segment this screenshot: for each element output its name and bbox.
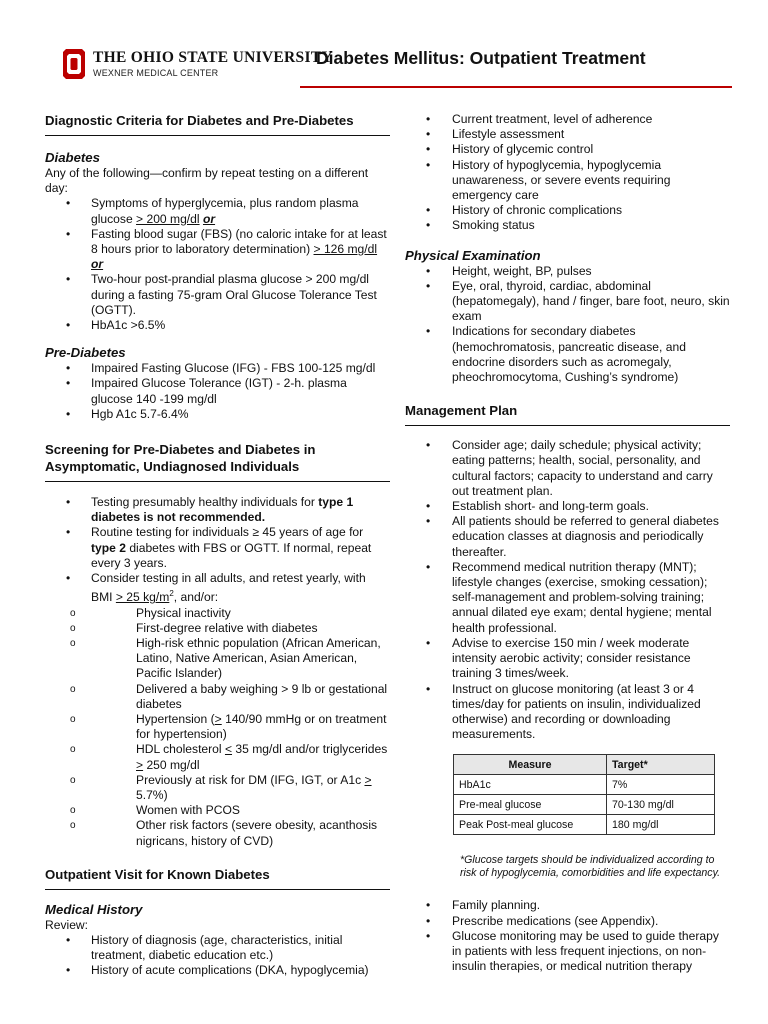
list-item: • Hgb A1c 5.7-6.4% <box>45 407 390 422</box>
list-item: • Height, weight, BP, pulses <box>405 264 730 279</box>
list-item: • Establish short- and long-term goals. <box>405 499 730 514</box>
diabetes-intro: Any of the following—confirm by repeat testing on a different day: <box>45 166 369 196</box>
osu-block-o-logo <box>62 48 86 80</box>
table-row <box>454 775 715 795</box>
list-item: • Eye, oral, thyroid, cardiac, abdominal (hepatomegaly), hand / finger, bare foot, neuro, skin exam <box>405 279 730 325</box>
table-cell: 7% <box>607 775 715 795</box>
list-item: • Fasting blood sugar (FBS) (no caloric intake for at least 8 hours prior to laboratory determination) > 126 mg/dl or <box>45 227 390 273</box>
pre-diabetes-list <box>45 361 390 422</box>
medical-history-subheading: Medical History <box>45 901 143 917</box>
table-row <box>454 795 715 815</box>
table-row <box>454 815 715 835</box>
physical-exam-list <box>405 264 730 386</box>
section-divider <box>405 425 730 426</box>
list-item: • Routine testing for individuals ≥ 45 years of age for type 2 diabetes with FBS or OGTT. If normal, repeat every 3 years. <box>45 525 390 571</box>
risk-factor-item: o First-degree relative with diabetes <box>45 621 390 636</box>
list-item: • Glucose monitoring may be used to guide therapy in patients with less frequent injections, on non-insulin therapies, or medical nutrition therapy <box>405 929 730 975</box>
risk-factor-item: o Other risk factors (severe obesity, acanthosis nigricans, history of CVD) <box>45 818 390 848</box>
list-item: • HbA1c >6.5% <box>45 318 390 333</box>
list-item: • History of hypoglycemia, hypoglycemia unawareness, or severe events requiring emergency care <box>405 158 730 204</box>
list-item: • Consider testing in all adults, and retest yearly, with BMI > 25 $kg/m^2$, and/or: o Physical inactivity o First-degree relative with diabetes o High-risk ethnic population (African American, Latino, Native American, Asian American, Pacific Islander) o Delivered a baby weighing > 9 lb or gestational diabetes o Hypertension (> 140/90 mmHg or on treatment for hypertension) o HDL cholesterol < 35 mg/dl and/or triglycerides > 250 mg/dl o Previously at risk for DM (IFG, IGT, or A1c > 5.7%) o Women with PCOS o Other risk factors (severe obesity, acanthosis nigricans, history of CVD) <box>45 571 390 849</box>
table-header-row <box>454 755 715 775</box>
screening-heading: Screening for Pre-Diabetes and Diabetes in Asymptomatic, Undiagnosed Individuals <box>45 442 316 475</box>
list-item: • Instruct on glucose monitoring (at least 3 or 4 times/day for patients on insulin, individualized otherwise) and recording or downloading measurements. <box>405 682 730 743</box>
measure-column-header: Measure <box>454 755 607 775</box>
risk-factor-item: o Hypertension (> 140/90 mmHg or on treatment for hypertension) <box>45 712 390 742</box>
diabetes-criteria-list <box>45 196 390 333</box>
list-item: • History of chronic complications <box>405 203 730 218</box>
list-item: • Indications for secondary diabetes (hemochromatosis, pancreatic disease, and endocrine disorders such as acromegaly, pheochromocytoma, Cushing’s syndrome) <box>405 324 730 385</box>
glucose-targets-table <box>453 754 715 835</box>
list-item: • History of acute complications (DKA, hypoglycemia) <box>45 963 390 978</box>
header-divider <box>300 86 732 88</box>
section-divider <box>45 135 390 136</box>
table-cell: HbA1c <box>454 775 607 795</box>
pre-diabetes-subheading: Pre-Diabetes <box>45 345 126 361</box>
risk-factor-item: o Physical inactivity <box>45 606 390 621</box>
list-item: • Family planning. <box>405 898 730 913</box>
section-divider <box>45 481 390 482</box>
target-column-header: Target* <box>607 755 715 775</box>
list-item: • Advise to exercise 150 min / week moderate intensity aerobic activity; consider resistance training 3 times/week. <box>405 636 730 682</box>
list-item: • Two-hour post-prandial plasma glucose > 200 mg/dl during a fasting 75-gram Oral Glucose Tolerance Test (OGTT). <box>45 272 390 318</box>
left-column <box>45 110 390 979</box>
list-item: • Impaired Fasting Glucose (IFG) - FBS 100-125 mg/dl <box>45 361 390 376</box>
list-item: • Symptoms of hyperglycemia, plus random plasma glucose > 200 mg/dl or <box>45 196 390 226</box>
risk-factor-item: o Delivered a baby weighing > 9 lb or gestational diabetes <box>45 682 390 712</box>
physical-exam-subheading: Physical Examination <box>405 247 541 263</box>
risk-factor-item: o HDL cholesterol < 35 mg/dl and/or triglycerides > 250 mg/dl <box>45 742 390 772</box>
additional-plan-list <box>405 898 730 974</box>
risk-factor-list <box>45 606 390 849</box>
risk-factor-item: o High-risk ethnic population (African American, Latino, Native American, Asian American, Pacific Islander) <box>45 636 390 682</box>
list-item: • Current treatment, level of adherence <box>405 112 730 127</box>
page-title: Diabetes Mellitus: Outpatient Treatment <box>316 48 646 68</box>
right-column <box>405 112 730 974</box>
list-item: • History of diagnosis (age, characteristics, initial treatment, diabetic education etc.) <box>45 933 390 963</box>
list-item: • Lifestyle assessment <box>405 127 730 142</box>
list-item: • All patients should be referred to general diabetes education classes at diagnosis and periodically thereafter. <box>405 514 730 560</box>
list-item: • Consider age; daily schedule; physical activity; eating patterns; health, social, personality, and cultural factors; capacity to understand and carry out treatment plan. <box>405 438 730 499</box>
university-name: THE OHIO STATE UNIVERSITY <box>93 49 333 66</box>
medical-history-list <box>45 933 390 979</box>
list-item: • Testing presumably healthy individuals for type 1 diabetes is not recommended. <box>45 495 390 525</box>
list-item: • Recommend medical nutrition therapy (MNT); lifestyle changes (exercise, smoking cessation); self-management and problem-solving training; annual dilated eye exam; dental hygiene; mental health professional. <box>405 560 730 636</box>
list-item: • History of glycemic control <box>405 142 730 157</box>
table-cell: 70-130 mg/dl <box>607 795 715 815</box>
risk-factor-item: o Women with PCOS <box>45 803 390 818</box>
list-item: • Smoking status <box>405 218 730 233</box>
section-divider <box>45 889 390 890</box>
management-plan-heading: Management Plan <box>405 403 518 419</box>
risk-factor-item: o Previously at risk for DM (IFG, IGT, or A1c > 5.7%) <box>45 773 390 803</box>
outpatient-visit-heading: Outpatient Visit for Known Diabetes <box>45 866 270 882</box>
screening-list <box>45 495 390 849</box>
management-plan-list <box>405 438 730 742</box>
medical-center-name: WEXNER MEDICAL CENTER <box>93 68 219 78</box>
table-cell: Peak Post-meal glucose <box>454 815 607 835</box>
review-label: Review: <box>45 917 89 932</box>
table-cell: Pre-meal glucose <box>454 795 607 815</box>
glucose-targets-footnote: *Glucose targets should be individualized according to risk of hypoglycemia, comorbidities and life expectancy. <box>460 854 721 880</box>
diabetes-subheading: Diabetes <box>45 150 100 165</box>
diagnostic-criteria-heading: Diagnostic Criteria for Diabetes and Pre-Diabetes <box>45 113 354 128</box>
table-cell: 180 mg/dl <box>607 815 715 835</box>
history-continued-list <box>405 112 730 234</box>
list-item: • Impaired Glucose Tolerance (IGT) - 2-h. plasma glucose 140 -199 mg/dl <box>45 376 390 406</box>
list-item: • Prescribe medications (see Appendix). <box>405 914 730 929</box>
